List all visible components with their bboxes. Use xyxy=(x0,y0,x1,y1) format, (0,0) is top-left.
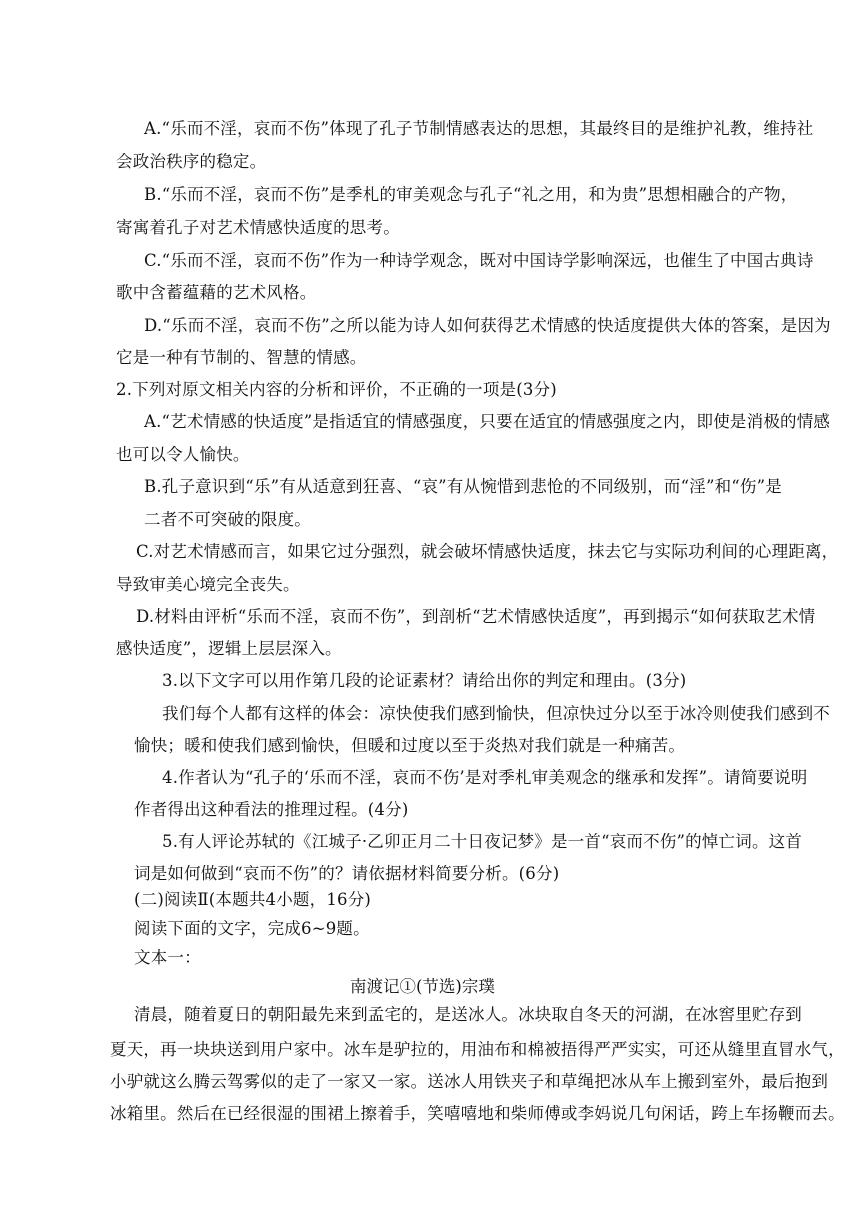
option-d-line-1: D.“乐而不淫，哀而不伤”之所以能为诗人如何获得艺术情感的快适度提供大体的答案，是因为 xyxy=(144,316,831,335)
question-3-material-line-1: 我们每个人都有这样的体会：凉快使我们感到愉快，但凉快过分以至于冰冷则使我们感到不 xyxy=(162,704,830,723)
passage-line-1: 清晨，随着夏日的朝阳最先来到孟宅的，是送冰人。冰块取自冬天的河湖，在冰窖里贮存到 xyxy=(134,1005,802,1024)
passage-line-3: 小驴就这么腾云驾雾似的走了一家又一家。送冰人用铁夹子和草绳把冰从车上搬到室外，最后抱到 xyxy=(110,1072,829,1091)
q2-option-d-line-2: 感快适度”，逻辑上层层深入。 xyxy=(116,639,342,658)
section-heading: (二)阅读Ⅱ(本题共4小题，16分) xyxy=(134,890,372,909)
question-3-stem: 3.以下文字可以用作第几段的论证素材？请给出你的判定和理由。(3分) xyxy=(162,671,687,690)
question-5-line-2: 词是如何做到“哀而不伤”的？请依据材料简要分析。(6分) xyxy=(134,864,560,883)
question-4-line-1: 4.作者认为“孔子的‘乐而不淫，哀而不伤’是对季札审美观念的继承和发挥”。请简要说明 xyxy=(162,768,808,787)
question-3-material-line-2: 愉快；暖和使我们感到愉快，但暖和过度以至于炎热对我们就是一种痛苦。 xyxy=(134,736,686,755)
question-4-line-2: 作者得出这种看法的推理过程。(4分) xyxy=(134,800,409,819)
question-5-line-1: 5.有人评论苏轼的《江城子·乙卯正月二十日夜记梦》是一首“哀而不伤”的悼亡词。这首 xyxy=(162,832,803,851)
passage-line-2: 夏天，再一块块送到用户家中。冰车是驴拉的，用油布和棉被捂得严严实实，可还从缝里直冒水气， xyxy=(110,1040,845,1059)
passage-title: 南渡记①(节选)宗璞 xyxy=(350,977,495,996)
passage-line-4: 冰箱里。然后在已经很湿的围裙上擦着手，笑嘻嘻地和柴师傅或李妈说几句闲话，跨上车扬鞭而去。 xyxy=(110,1104,845,1123)
option-b-line-1: B.“乐而不淫，哀而不伤”是季札的审美观念与孔子“礼之用，和为贵”思想相融合的产物， xyxy=(144,185,798,204)
option-a-line-1: A.“乐而不淫，哀而不伤”体现了孔子节制情感表达的思想，其最终目的是维护礼教，维持社 xyxy=(144,119,814,138)
option-a-line-2: 会政治秩序的稳定。 xyxy=(116,152,267,171)
option-c-line-1: C.“乐而不淫，哀而不伤”作为一种诗学观念，既对中国诗学影响深远，也催生了中国古典诗 xyxy=(144,251,814,270)
q2-option-c-line-1: C.对艺术情感而言，如果它过分强烈，就会破坏情感快适度，抹去它与实际功利间的心理距离， xyxy=(136,542,839,561)
reading-instruction: 阅读下面的文字，完成6~9题。 xyxy=(134,919,370,938)
q2-option-c-line-2: 导致审美心境完全丧失。 xyxy=(116,575,300,594)
question-2-stem: 2.下列对原文相关内容的分析和评价，不正确的一项是(3分) xyxy=(116,380,557,399)
q2-option-d-line-1: D.材料由评析“乐而不淫，哀而不伤”，到剖析“艺术情感快适度”，再到揭示“如何获取艺术情 xyxy=(136,607,816,626)
option-b-line-2: 寄寓着孔子对艺术情感快适度的思考。 xyxy=(116,218,400,237)
option-d-line-2: 它是一种有节制的、智慧的情感。 xyxy=(116,348,367,367)
text-one-label: 文本一： xyxy=(134,948,201,967)
q2-option-b-line-2: 二者不可突破的限度。 xyxy=(144,510,311,529)
option-c-line-2: 歌中含蓄蕴藉的艺术风格。 xyxy=(116,283,317,302)
q2-option-a-line-1: A.“艺术情感的快适度”是指适宜的情感强度，只要在适宜的情感强度之内，即使是消极的情感 xyxy=(144,412,831,431)
q2-option-a-line-2: 也可以令人愉快。 xyxy=(116,445,250,464)
q2-option-b-line-1: B.孔子意识到“乐”有从适意到狂喜、“哀”有从惋惜到悲怆的不同级别，而“淫”和“伤”是 xyxy=(144,477,782,496)
